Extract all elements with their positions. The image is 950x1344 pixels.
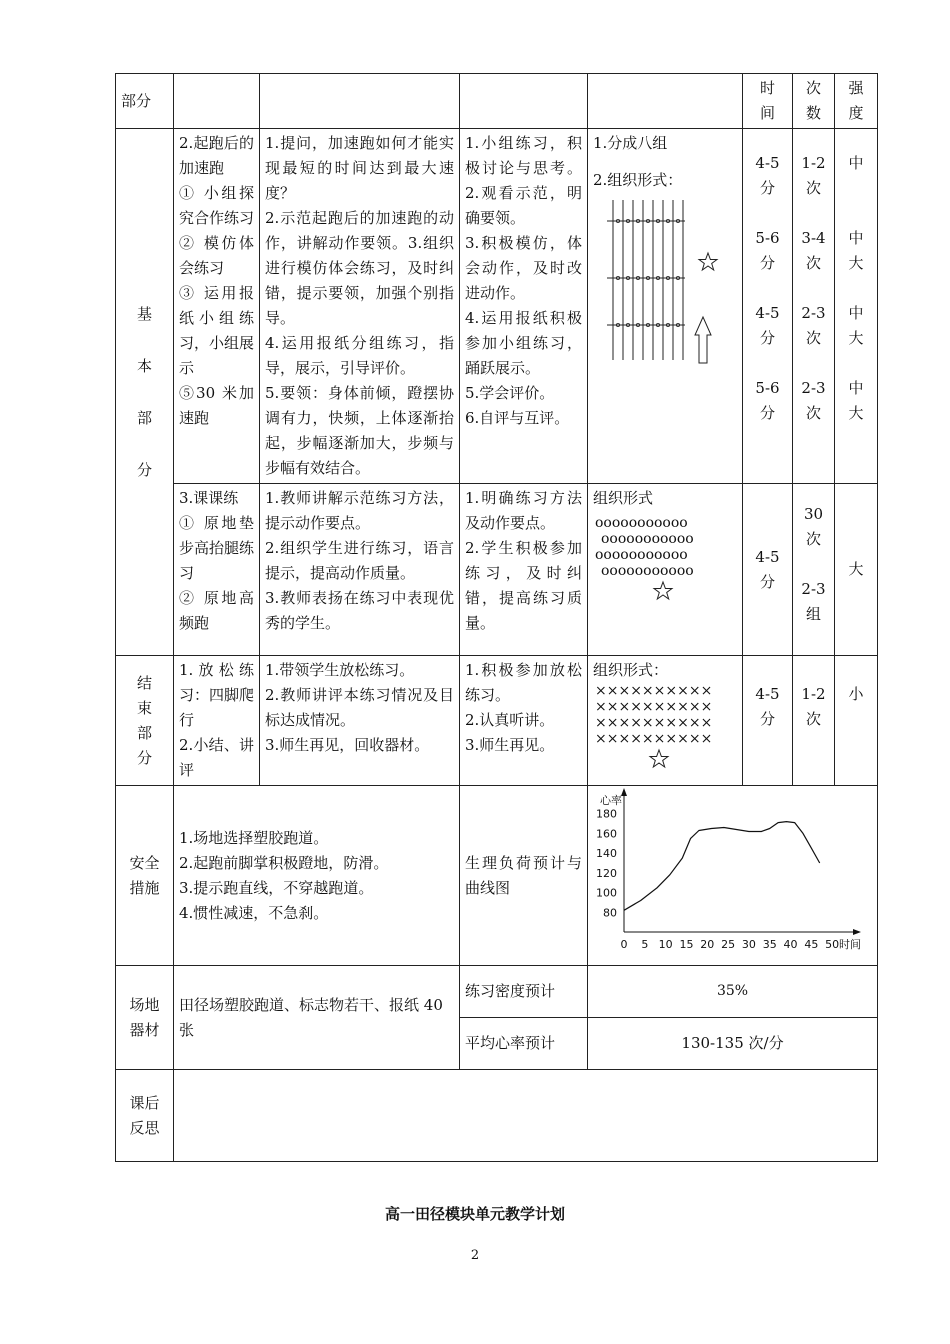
safety-label: 安全 措施	[116, 786, 174, 966]
reflection-content	[174, 1070, 878, 1162]
x-tick-label: 15	[679, 938, 694, 951]
ending-times: 4-5 分	[743, 656, 793, 786]
y-axis-label: 心率	[600, 794, 622, 807]
basic-counts-1: 1-2 次 3-4 次 2-3 次 2-3 次	[793, 129, 835, 484]
teacher-star-icon	[699, 253, 717, 270]
ending-student: 1.积极参加放松练习。 2.认真听讲。 3.师生再见。	[460, 656, 588, 786]
basic-teacher-2: 1.教师讲解示范练习方法，提示动作要点。 2.组织学生进行练习，语言提示，提高动作质量。 3.教师表扬在练习中表现优秀的学生。	[260, 484, 460, 656]
basic-counts-2: 30 次 2-3 组	[793, 484, 835, 656]
header-intensity: 强 度	[835, 74, 878, 129]
header-section: 部分	[116, 74, 174, 129]
basic-org-2: 组织形式 ooooooooooo ooooooooooo ooooooooooo ooooooooooo	[588, 484, 743, 656]
heart-rate-chart	[588, 786, 878, 964]
reflection-row	[116, 1070, 878, 1162]
basic-intensity-1: 中 中 大 中 大 中 大	[835, 129, 878, 484]
density-label: 练习密度预计	[460, 966, 588, 1018]
ending-content: 1.放松练习：四脚爬行 2.小结、讲评	[174, 656, 260, 786]
lesson-plan-table	[115, 73, 878, 1162]
basic-student-1: 1.小组练习，积极讨论与思考。2.观看示范，明确要领。 3.积极模仿，体会动作，及时改进动作。 4.运用报纸积极参加小组练习，踊跃展示。 5.学会评价。 6.自评与互评。	[460, 129, 588, 484]
basic-times-1: 4-5 分 5-6 分 4-5 分 5-6 分	[743, 129, 793, 484]
basic-teacher-1: 1.提问，加速跑如何才能实现最短的时间达到最大速度？ 2.示范起跑后的加速跑的动作，讲解动作要领。3.组织进行模仿体会练习，及时纠错，提示要领，加强个别指导。 4.运用报纸分组练习，指导，展示，引导评价。 5.要领：身体前倾，蹬摆协调有力，快频，上体逐渐抬起，步幅逐渐加大，步频与步幅有效结合。	[260, 129, 460, 484]
ending-teacher: 1.带领学生放松练习。 2.教师讲评本练习情况及目标达成情况。 3.师生再见，回收器材。	[260, 656, 460, 786]
x-tick-label: 35	[762, 938, 777, 951]
x-tick-label: 5	[641, 938, 649, 951]
density-value: 35%	[588, 966, 878, 1018]
direction-arrow-icon	[695, 317, 711, 363]
equipment-text: 田径场塑胶跑道、标志物若干、报纸 40 张	[174, 966, 460, 1070]
heart-rate-chart-cell	[588, 786, 878, 966]
track-lanes-diagram	[593, 195, 733, 370]
basic-row-1	[116, 129, 878, 484]
basic-times-2: 4-5 分	[743, 484, 793, 656]
teacher-star-icon	[593, 747, 733, 771]
ending-org: 组织形式： ×××××××××× ×××××××××× ×××××××××× ××××××××××	[588, 656, 743, 786]
x-tick-label: 40	[783, 938, 798, 951]
header-time: 时 间	[743, 74, 793, 129]
y-tick-label: 180	[596, 807, 617, 821]
circle-formation: ooooooooooo ooooooooooo ooooooooooo ooooooooooo	[595, 515, 694, 579]
x-tick-label: 45	[804, 938, 819, 951]
y-tick-label: 120	[596, 866, 617, 880]
safety-items: 1.场地选择塑胶跑道。 2.起跑前脚掌积极蹬地，防滑。 3.提示跑直线，不穿越跑道。 4.惯性减速，不急刹。	[174, 786, 460, 966]
cross-formation: ×××××××××× ×××××××××× ×××××××××× ××××××××××	[595, 683, 713, 747]
safety-row	[116, 786, 878, 966]
basic-content-2: 3.课课练 ① 原地垫步高抬腿练习 ② 原地高频跑	[174, 484, 260, 656]
heart-rate-series-line	[624, 822, 820, 911]
basic-intensity-2: 大	[835, 484, 878, 656]
equipment-label: 场地 器材	[116, 966, 174, 1070]
document-title: 高一田径模块单元教学计划	[384, 1205, 565, 1223]
reflection-label: 课后 反思	[116, 1070, 174, 1162]
ending-intensity: 小	[835, 656, 878, 786]
x-axis-label: 时间	[839, 938, 861, 951]
header-count: 次 数	[793, 74, 835, 129]
x-tick-label: 0	[620, 938, 628, 951]
basic-org-1: 1.分成八组 2.组织形式：	[588, 129, 743, 484]
hr-value: 130-135 次/分	[588, 1018, 878, 1070]
y-tick-label: 140	[596, 847, 617, 861]
basic-row-2	[116, 484, 878, 656]
x-tick-label: 10	[658, 938, 673, 951]
hr-label: 平均心率预计	[460, 1018, 588, 1070]
teacher-star-icon	[593, 579, 733, 603]
ending-section-label: 结 束 部 分	[116, 656, 174, 786]
x-tick-label: 25	[721, 938, 736, 951]
y-tick-label: 160	[596, 827, 617, 841]
ending-counts: 1-2 次	[793, 656, 835, 786]
page-number: 2	[470, 1248, 480, 1263]
ending-row	[116, 656, 878, 786]
basic-student-2: 1.明确练习方法及动作要点。 2.学生积极参加练习，及时纠错，提高练习质量。	[460, 484, 588, 656]
load-label: 生理负荷预计与曲线图	[460, 786, 588, 966]
y-tick-label: 100	[596, 886, 617, 900]
equipment-row-1	[116, 966, 878, 1018]
basic-content-1: 2.起跑后的加速跑 ① 小组探究合作练习 ② 模仿体会练习 ③ 运用报纸小组练习，小组展示 ⑤30 米加速跑	[174, 129, 260, 484]
x-tick-label: 50	[825, 938, 840, 951]
x-tick-label: 30	[741, 938, 756, 951]
x-tick-label: 20	[700, 938, 715, 951]
header-row	[116, 74, 878, 129]
basic-section-label: 基 本 部 分	[116, 129, 174, 656]
x-axis-arrow-icon	[853, 929, 861, 935]
y-tick-label: 80	[603, 906, 617, 920]
